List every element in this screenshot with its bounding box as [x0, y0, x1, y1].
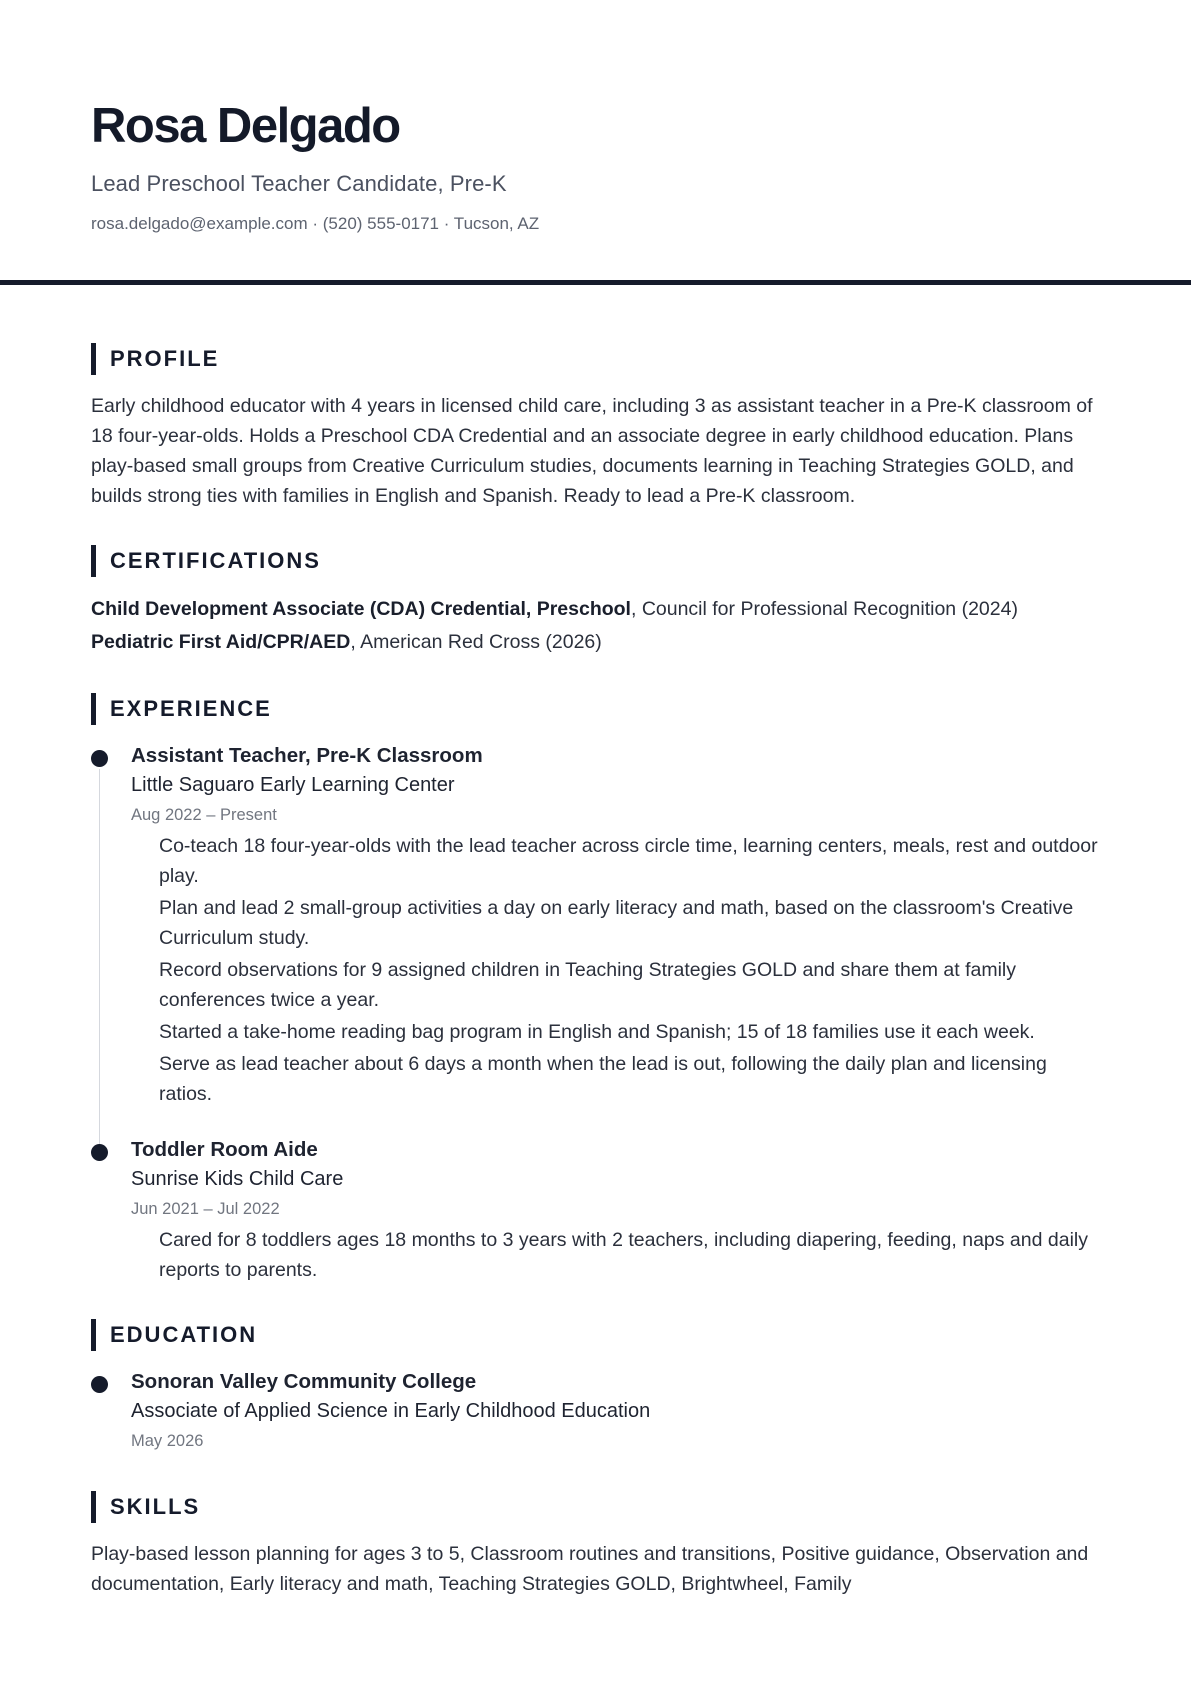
job-title: Toddler Room Aide	[131, 1138, 318, 1161]
certification-name: Pediatric First Aid/CPR/AED	[91, 631, 351, 653]
job-employer: Sunrise Kids Child Care	[131, 1168, 344, 1190]
resume-header	[0, 0, 1191, 282]
certification-name: Child Development Associate (CDA) Credential, Preschool	[91, 598, 631, 620]
section-heading	[91, 1491, 1101, 1523]
job-bullet: Co-teach 18 four-year-olds with the lead teacher across circle time, learning centers, meals, rest and outdoor play.	[159, 835, 1098, 887]
graduation-date: May 2026	[131, 1432, 204, 1450]
job-entry	[91, 1135, 1101, 1285]
job-title: Assistant Teacher, Pre-K Classroom	[131, 744, 483, 767]
certification-item	[91, 626, 1101, 659]
certifications-section	[91, 545, 1101, 659]
header-divider	[0, 280, 1191, 285]
job-bullets	[131, 1225, 1101, 1285]
section-heading	[91, 1319, 1101, 1351]
skills-heading: SKILLS	[110, 1494, 201, 1519]
section-heading	[91, 693, 1101, 725]
job-bullet: Cared for 8 toddlers ages 18 months to 3 years with 2 teachers, including diapering, feeding, naps and daily reports to parents.	[159, 1229, 1088, 1281]
profile-section	[91, 343, 1101, 511]
section-accent-bar	[91, 1319, 96, 1351]
certifications-heading: CERTIFICATIONS	[110, 548, 321, 573]
job-entry	[91, 741, 1101, 1109]
profile-heading: PROFILE	[110, 346, 220, 371]
candidate-name: Rosa Delgado	[91, 99, 400, 153]
candidate-title: Lead Preschool Teacher Candidate, Pre-K	[91, 171, 507, 196]
job-bullet: Serve as lead teacher about 6 days a month when the lead is out, following the daily plan and licensing ratios.	[159, 1053, 1047, 1105]
skills-section	[91, 1491, 1101, 1599]
education-section	[91, 1319, 1101, 1457]
section-accent-bar	[91, 343, 96, 375]
school-name: Sonoran Valley Community College	[131, 1370, 477, 1393]
certification-detail: , American Red Cross (2026)	[350, 631, 602, 653]
profile-text: Early childhood educator with 4 years in licensed child care, including 3 as assistant teacher in a Pre-K classroom of 18 four-year-olds. Holds a Preschool CDA Credential and an associate degree in early childhood education. Plans play-based small groups from Creative Curriculum studies, documents learning in Teaching Strategies GOLD, and builds strong ties with families in English and Spanish. Ready to lead a Pre-K classroom.	[91, 395, 1093, 507]
job-bullets	[131, 831, 1101, 1109]
timeline-dot	[91, 750, 108, 767]
timeline-line	[99, 769, 100, 1151]
certification-detail: , Council for Professional Recognition (2024)	[630, 598, 1018, 620]
education-heading: EDUCATION	[110, 1322, 258, 1347]
job-employer: Little Saguaro Early Learning Center	[131, 774, 455, 796]
job-dates: Jun 2021 – Jul 2022	[131, 1200, 280, 1218]
resume-body	[91, 343, 1101, 1633]
section-accent-bar	[91, 545, 96, 577]
job-bullet: Record observations for 9 assigned children in Teaching Strategies GOLD and share them at family conferences twice a year.	[159, 959, 1017, 1011]
contact-line: rosa.delgado@example.com · (520) 555-0171 · Tucson, AZ	[91, 214, 540, 233]
experience-section	[91, 693, 1101, 1285]
education-entry	[91, 1367, 1101, 1457]
experience-timeline	[91, 741, 1101, 1285]
job-bullet: Started a take-home reading bag program in English and Spanish; 15 of 18 families use it each week.	[159, 1021, 1035, 1043]
job-bullet: Plan and lead 2 small-group activities a day on early literacy and math, based on the classroom's Creative Curriculum study.	[159, 897, 1074, 949]
experience-heading: EXPERIENCE	[110, 696, 272, 721]
degree-name: Associate of Applied Science in Early Childhood Education	[131, 1400, 651, 1422]
timeline-dot	[91, 1376, 108, 1393]
section-accent-bar	[91, 1491, 96, 1523]
section-heading	[91, 343, 1101, 375]
timeline-dot	[91, 1144, 108, 1161]
section-heading	[91, 545, 1101, 577]
job-dates: Aug 2022 – Present	[131, 806, 277, 824]
certification-item	[91, 593, 1101, 626]
section-accent-bar	[91, 693, 96, 725]
skills-text: Play-based lesson planning for ages 3 to 5, Classroom routines and transitions, Positive guidance, Observation and documentation, Early literacy and math, Teaching Strategies GOLD, Brightwheel, Family	[91, 1543, 1089, 1595]
